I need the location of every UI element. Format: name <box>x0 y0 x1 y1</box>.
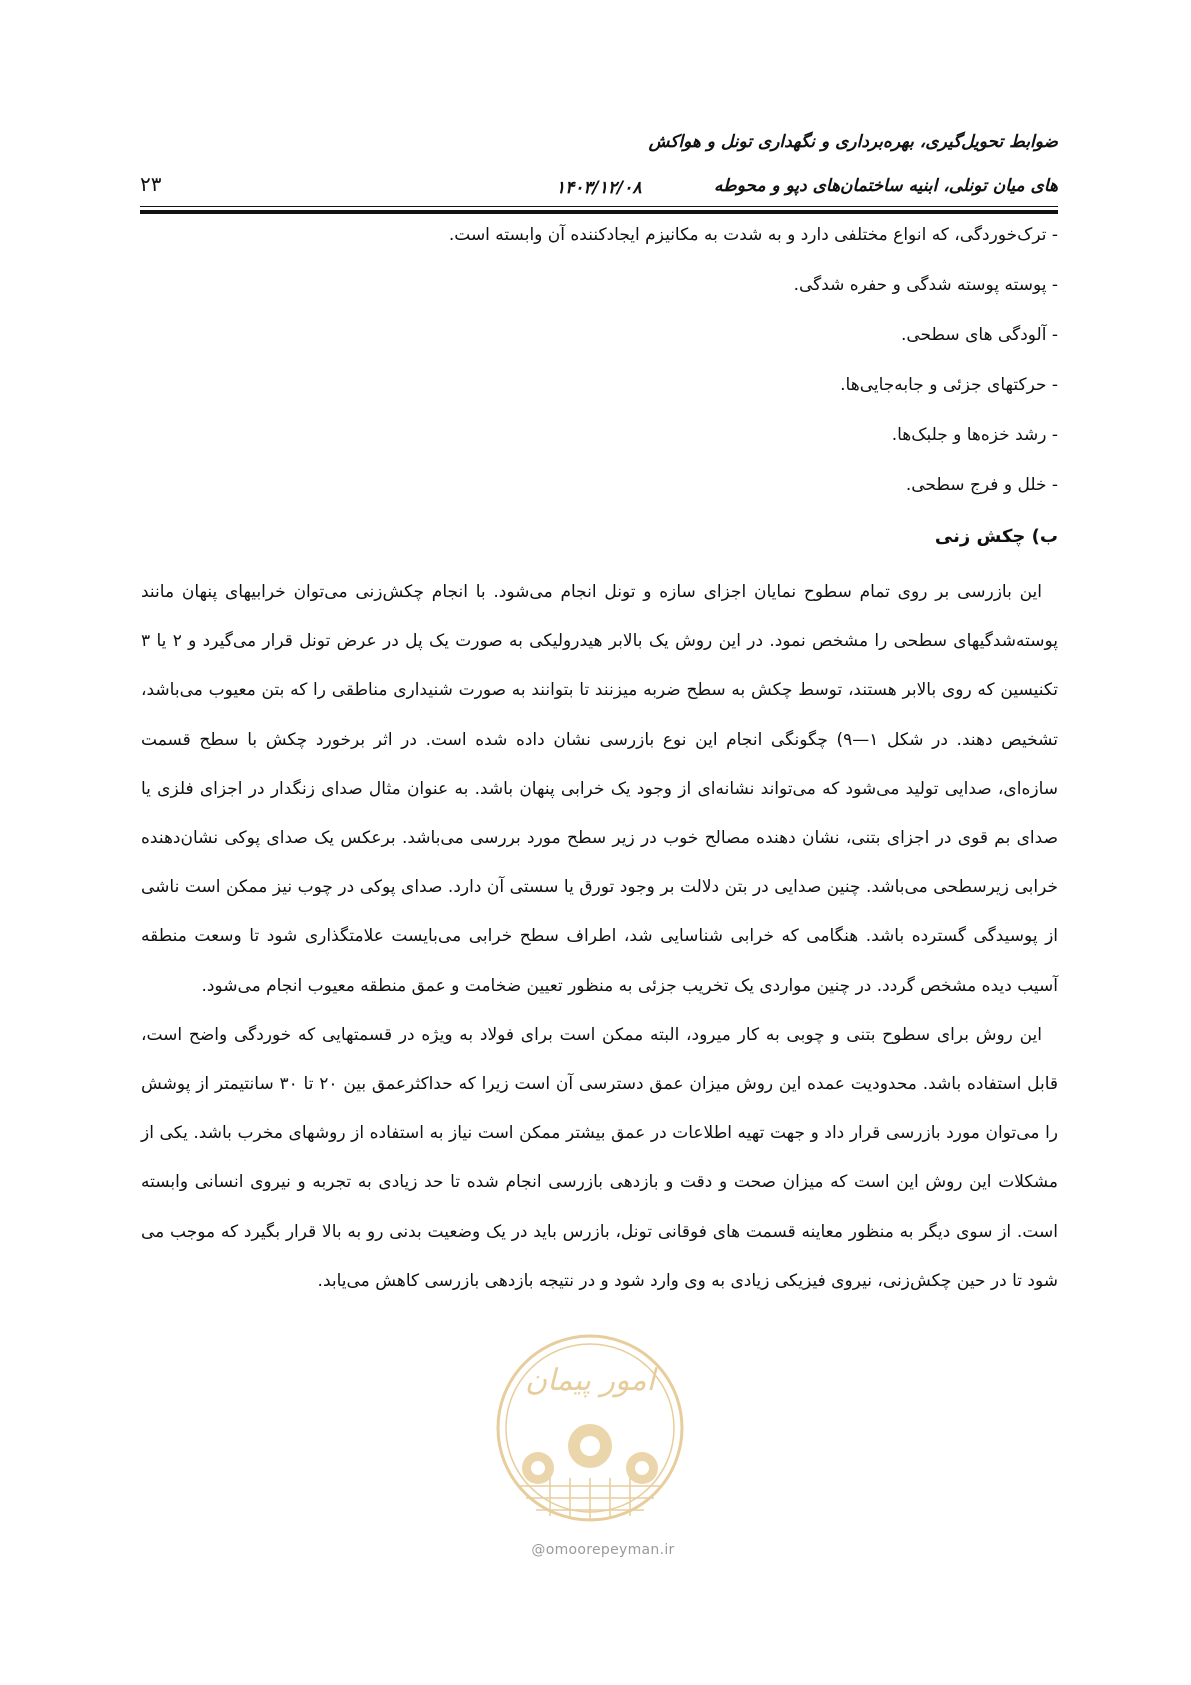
header-rule-thick <box>140 210 1058 214</box>
paragraph: این بازرسی بر روی تمام سطوح نمایان اجزای سازه و تونل انجام می‌شود. با انجام چکش‌زنی می‌توان خرابیهای پنهان مانند پوسته‌شدگیهای سطحی را مشخص نمود. در این روش یک بالابر هیدرولیکی به صورت یک پل در عرض تونل قرار می‌گیرد و ۲ یا ۳ تکنیسین که روی بالابر هستند، توسط چکش به سطح ضربه میزنند تا بتوانند به صورت شنیداری مناطقی را که بتن معیوب می‌باشد، تشخیص دهند. در شکل ۱—۹) چگونگی انجام این نوع بازرسی نشان داده شده است. در اثر برخورد چکش با سطح قسمت سازه‌ای، صدایی تولید می‌شود که می‌تواند نشانه‌ای از وجود یک خرابی پنهان باشد. به عنوان مثال صدای زنگدار در اجزای فلزی یا صدای بم قوی در اجزای بتنی، نشان دهنده مصالح خوب در زیر سطح مورد بررسی می‌باشد. برعکس یک صدای پوکی نشان‌دهنده خرابی زیرسطحی می‌باشد. چنین صدایی در بتن دلالت بر وجود تورق یا سستی آن دارد. صدای پوکی در چوب نیز ممکن است ناشی از پوسیدگی گسترده باشد. هنگامی که خرابی شناسایی شد، اطراف سطح خرابی می‌بایست علامتگذاری شود تا وسعت منطقه آسیب دیده مشخص گردد. در چنین مواردی یک تخریب جزئی به منظور تعیین ضخامت و عمق منطقه معیوب انجام می‌شود. <box>141 582 1058 996</box>
header-rule-thin <box>140 206 1058 207</box>
bullet-item: - رشد خزه‌ها و جلبک‌ها. <box>891 425 1058 445</box>
watermark-logo-icon <box>490 1318 690 1538</box>
bullet-item: - آلودگی های سطحی. <box>900 325 1058 345</box>
watermark-url: @omoorepeyman.ir <box>531 1542 675 1558</box>
bullet-item: - ترک‌خوردگی، که انواع مختلفی دارد و به شدت به مکانیزم ایجادکننده آن وابسته است. <box>448 225 1058 245</box>
paragraph: این روش برای سطوح بتنی و چوبی به کار میرود، البته ممکن است برای فولاد به ویژه در قسمتهایی که خوردگی واضح است، قابل استفاده باشد. محدودیت عمده این روش میزان عمق دسترسی آن است زیرا که حداکثرعمق بین ۲۰ تا ۳۰ سانتیمتر از پوشش را می‌توان مورد بازرسی قرار داد و جهت تهیه اطلاعات در عمق بیشتر ممکن است نیاز به استفاده از روشهای مخرب باشد. یکی از مشکلات این روش این است که میزان صحت و دقت و بازدهی بازرسی انجام شده تا حد زیادی به تجربه و نیروی انسانی وابسته است. از سوی دیگر به منظور معاینه قسمت های فوقانی تونل، بازرس باید در یک وضعیت بدنی رو به بالا قرار بگیرد که موجب می شود تا در حین چکش‌زنی، نیروی فیزیکی زیادی به وی وارد شود و در نتیجه بازدهی بازرسی کاهش می‌یابد. <box>141 1024 1059 1291</box>
watermark-logo-text: امور پیمان <box>525 1363 655 1398</box>
section-heading: ب) چکش زنی <box>934 526 1058 547</box>
header-date: ۱۴۰۳/۱۲/۰۸ <box>556 178 642 198</box>
bullet-item: - خلل و فرج سطحی. <box>905 475 1058 495</box>
bullet-item: - پوسته پوسته شدگی و حفره شدگی. <box>793 275 1058 295</box>
header-title-line1: ضوابط تحویل‌گیری، بهره‌برداری و نگهداری تونل و هواکش <box>648 132 1058 152</box>
bullet-item: - حرکتهای جزئی و جابه‌جایی‌ها. <box>840 375 1058 395</box>
body-content <box>141 222 1058 1306</box>
page-number: ۲۳ <box>140 172 162 196</box>
header-title-line2: های میان تونلی، ابنیه ساختمان‌های دپو و محوطه <box>714 176 1058 196</box>
